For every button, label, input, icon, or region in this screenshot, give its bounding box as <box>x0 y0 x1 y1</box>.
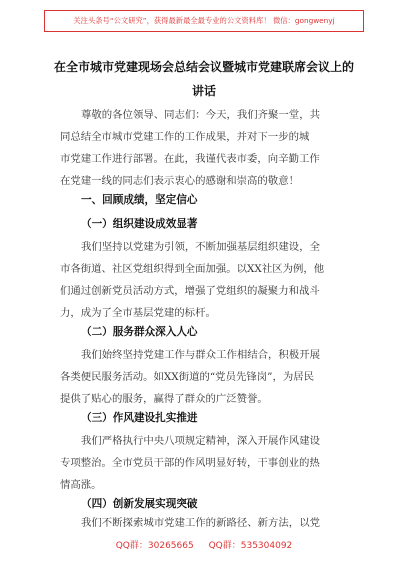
text-line: 尊敬的各位领导、同志们：今天，我们齐聚一堂，共 <box>81 109 320 121</box>
document-title-line1: 在全市城市党建现场会总结会议暨城市党建联席会议上的 <box>53 60 354 74</box>
qq-group-1[interactable]: QQ群：30265665 <box>115 541 194 551</box>
section-heading-1: 一、回顾成绩，坚定信心 <box>81 194 198 206</box>
text-line: 我们不断探索城市党建工作的新路径、新方法，以党 <box>81 517 320 529</box>
sub1-paragraph <box>60 236 348 324</box>
text-line: 各类便民服务活动。如XX街道的“党员先锋岗”，为居民 <box>60 371 315 383</box>
subheading-1: （一）组织建设成效显著 <box>81 218 198 230</box>
subheading-3: （三）作风建设扎实推进 <box>81 412 198 424</box>
text-line: 我们坚持以党建为引领，不断加强基层组织建设，全 <box>81 241 320 253</box>
sub4-paragraph <box>60 512 348 534</box>
subheading-4: （四）创新发展实现突破 <box>81 498 198 510</box>
text-line: 们通过创新党员活动方式，增强了党组织的凝聚力和战斗 <box>60 285 320 297</box>
promo-banner[interactable]: 关注头条号“公文研究”，获得最新最全最专业的公文资料库！ 微信：gongwenyj <box>44 10 364 32</box>
sub2-paragraph <box>60 344 348 410</box>
text-line: 专项整治。全市党员干部的作风明显好转，干事创业的热 <box>60 457 320 469</box>
text-line: 在党建一线的同志们表示衷心的感谢和崇高的敬意！ <box>60 175 299 187</box>
text-line: 市党建工作进行部署。在此，我谨代表市委，向辛勤工作 <box>60 153 320 165</box>
text-line: 我们严格执行中央八项规定精神，深入开展作风建设 <box>81 435 320 447</box>
text-line: 市各街道、社区党组织得到全面加强。以XX社区为例，他 <box>60 263 325 275</box>
document-title-line2: 讲话 <box>191 84 216 98</box>
footer-contacts <box>0 538 408 551</box>
subheading-2: （二）服务群众深入人心 <box>81 326 198 338</box>
text-line: 提供了贴心的服务，赢得了群众的广泛赞誉。 <box>60 393 268 405</box>
qq-group-2[interactable]: QQ群：535304092 <box>208 541 293 551</box>
sub3-paragraph <box>60 430 348 496</box>
intro-paragraph <box>60 104 348 192</box>
text-line: 我们始终坚持党建工作与群众工作相结合，积极开展 <box>81 349 320 361</box>
text-line: 情高涨。 <box>60 479 102 491</box>
text-line: 同总结全市城市党建工作的工作成果，并对下一步的城 <box>60 131 310 143</box>
text-line: 力，成为了全市基层党建的标杆。 <box>60 307 216 319</box>
